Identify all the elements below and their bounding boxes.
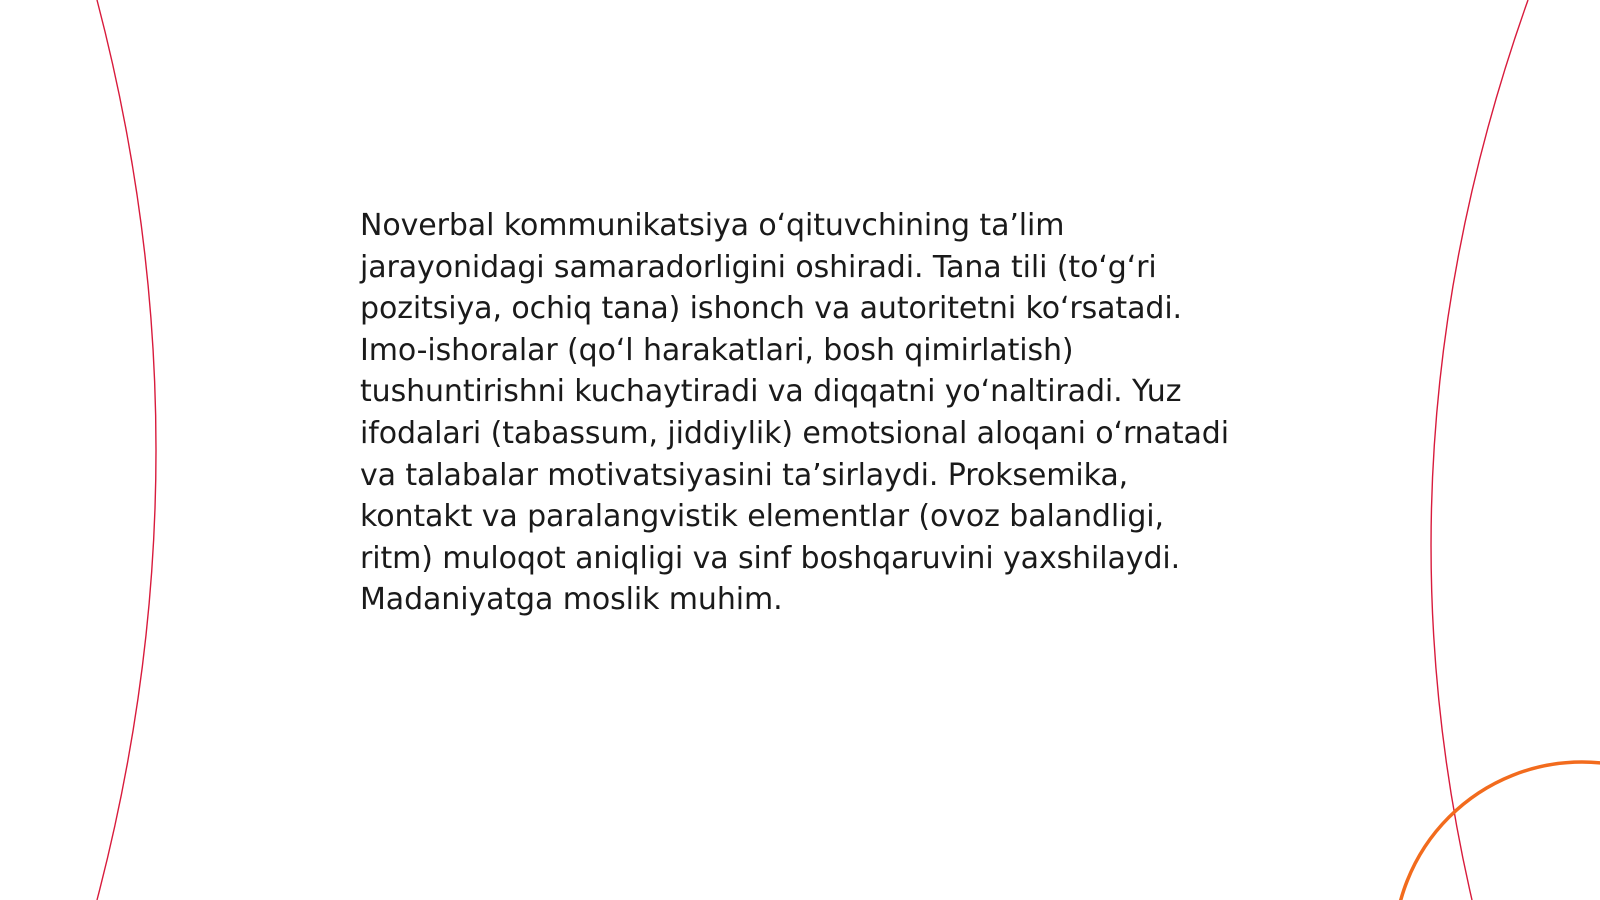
right-red-arc: [1431, 0, 1528, 900]
left-red-arc: [97, 0, 156, 900]
slide-body-text: Noverbal kommunikatsiya o‘qituvchining ta’lim jarayonidagi samaradorligini oshiradi. Tana tili (to‘g‘ri pozitsiya, ochiq tana) ishonch va autoritetni ko‘rsatadi. Imo-ishoralar (qo‘l harakatlari, bosh qimirlatish) tushuntirishni kuchaytiradi va diqqatni yo‘naltiradi. Yuz ifodalari (tabassum, jiddiylik) emotsional aloqani o‘rnatadi va talabalar motivatsiyasini ta’sirlaydi. Proksemika, kontakt va paralangvistik elementlar (ovoz balandligi, ritm) muloqot aniqligi va sinf boshqaruvini yaxshilaydi. Madaniyatga moslik muhim.: [360, 208, 1229, 618]
orange-circle-arc: [1394, 762, 1600, 900]
